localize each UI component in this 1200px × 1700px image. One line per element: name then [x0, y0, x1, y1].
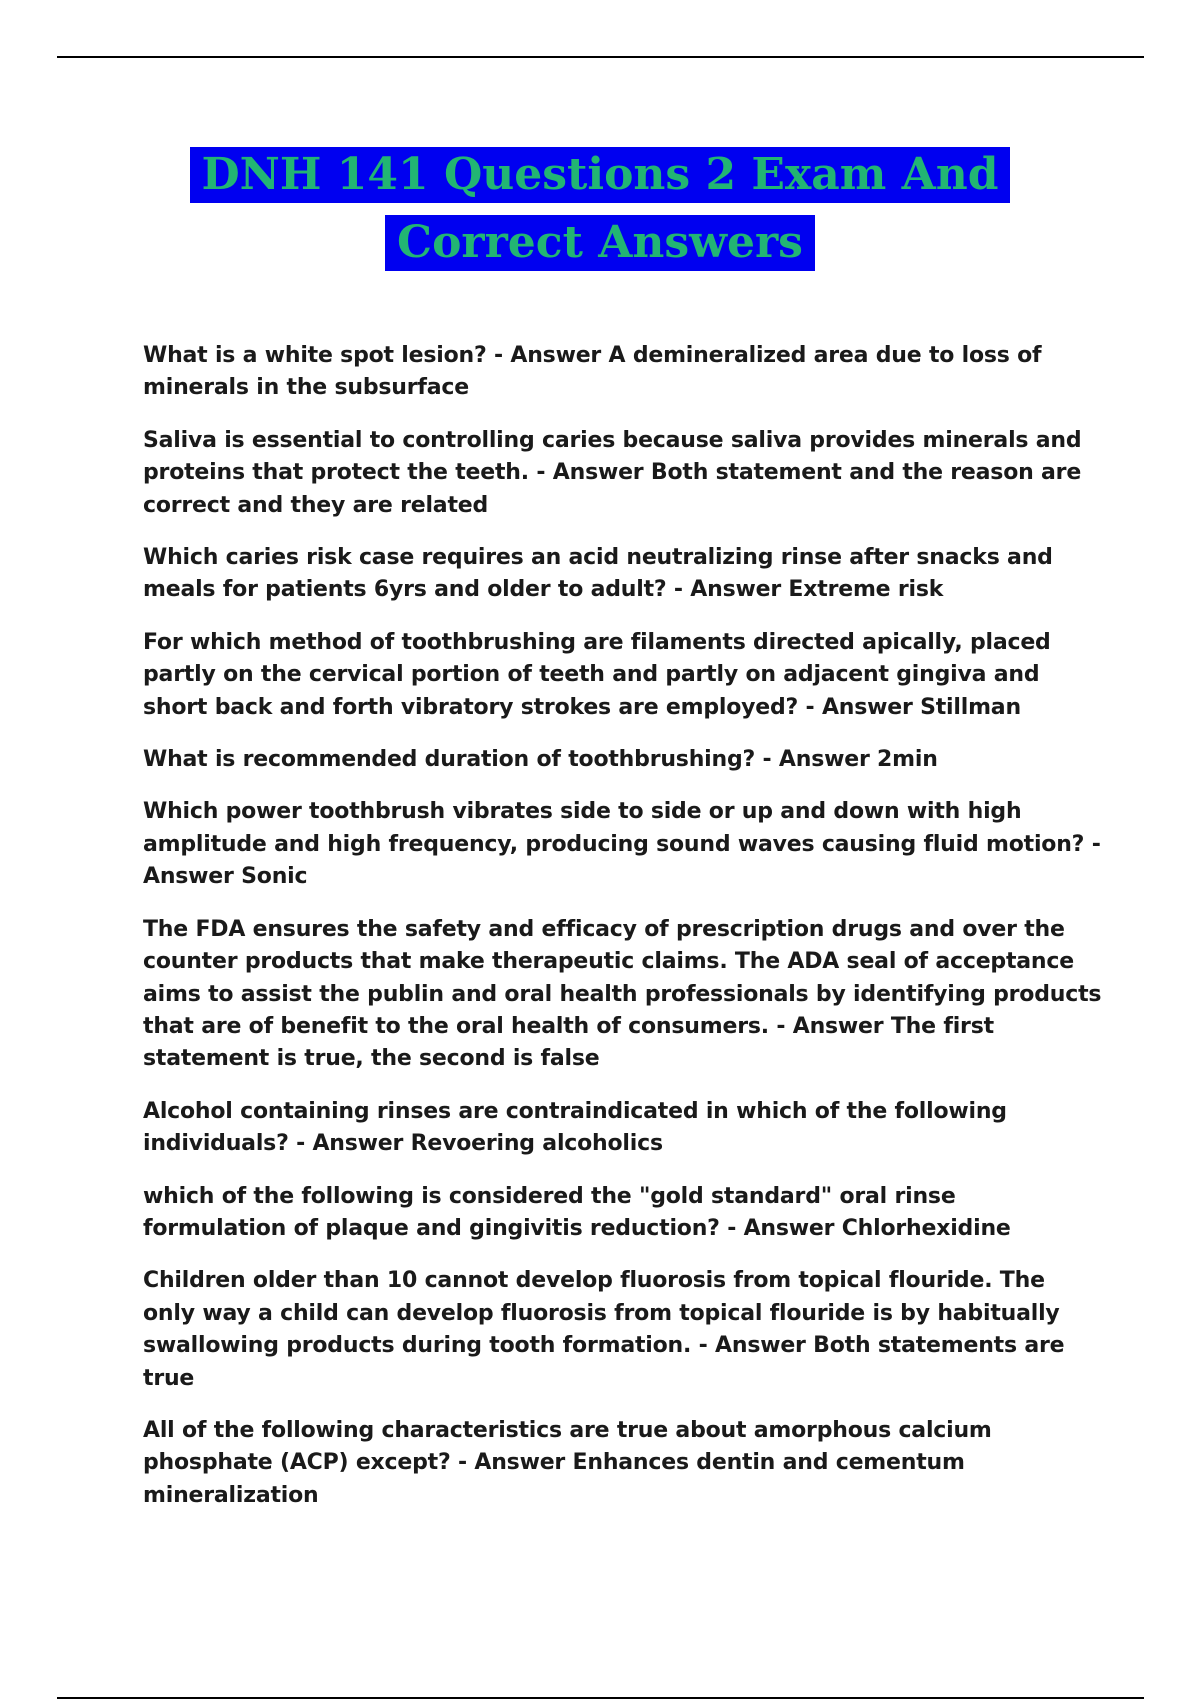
- qa-item: Saliva is essential to controlling caries because saliva provides minerals and proteins that protect the teeth. - Answer Both statement and the reason are correct and they are related: [143, 427, 1082, 518]
- qa-item: The FDA ensures the safety and efficacy of prescription drugs and over the counter products that make therapeutic claims. The ADA seal of acceptance aims to assist the publin and oral health professionals by identifying products that are of benefit to the oral health of consumers. - Answer The first statement is true, the second is false: [143, 916, 1102, 1072]
- header-rule: [57, 56, 1144, 58]
- document-title: [0, 143, 1200, 279]
- title-line-2: Correct Answers: [385, 215, 815, 271]
- qa-item: For which method of toothbrushing are filaments directed apically, placed partly on the cervical portion of teeth and partly on adjacent gingiva and short back and forth vibratory strokes are employed? - Answer Stillman: [143, 629, 1051, 720]
- qa-item: What is recommended duration of toothbrushing? - Answer 2min: [143, 747, 938, 773]
- qa-item: What is a white spot lesion? - Answer A demineralized area due to loss of minerals in the subsurface: [143, 343, 1042, 401]
- qa-list: [143, 340, 1103, 1532]
- qa-item: which of the following is considered the "gold standard" oral rinse formulation of plaque and gingivitis reduction? - Answer Chlorhexidine: [143, 1183, 1011, 1241]
- title-line-1: DNH 141 Questions 2 Exam And: [190, 147, 1011, 203]
- footer-rule: [57, 1697, 1144, 1699]
- qa-item: Which caries risk case requires an acid neutralizing rinse after snacks and meals for patients 6yrs and older to adult? - Answer Extreme risk: [143, 545, 1053, 603]
- qa-item: Which power toothbrush vibrates side to side or up and down with high amplitude and high frequency, producing sound waves causing fluid motion? - Answer Sonic: [143, 799, 1101, 890]
- qa-item: All of the following characteristics are true about amorphous calcium phosphate (ACP) except? - Answer Enhances dentin and cementum mineralization: [143, 1417, 992, 1508]
- qa-item: Children older than 10 cannot develop fluorosis from topical flouride. The only way a child can develop fluorosis from topical flouride is by habitually swallowing products during tooth formation. - Answer Both statements are true: [143, 1268, 1065, 1391]
- qa-item: Alcohol containing rinses are contraindicated in which of the following individuals? - Answer Revoering alcoholics: [143, 1098, 1007, 1157]
